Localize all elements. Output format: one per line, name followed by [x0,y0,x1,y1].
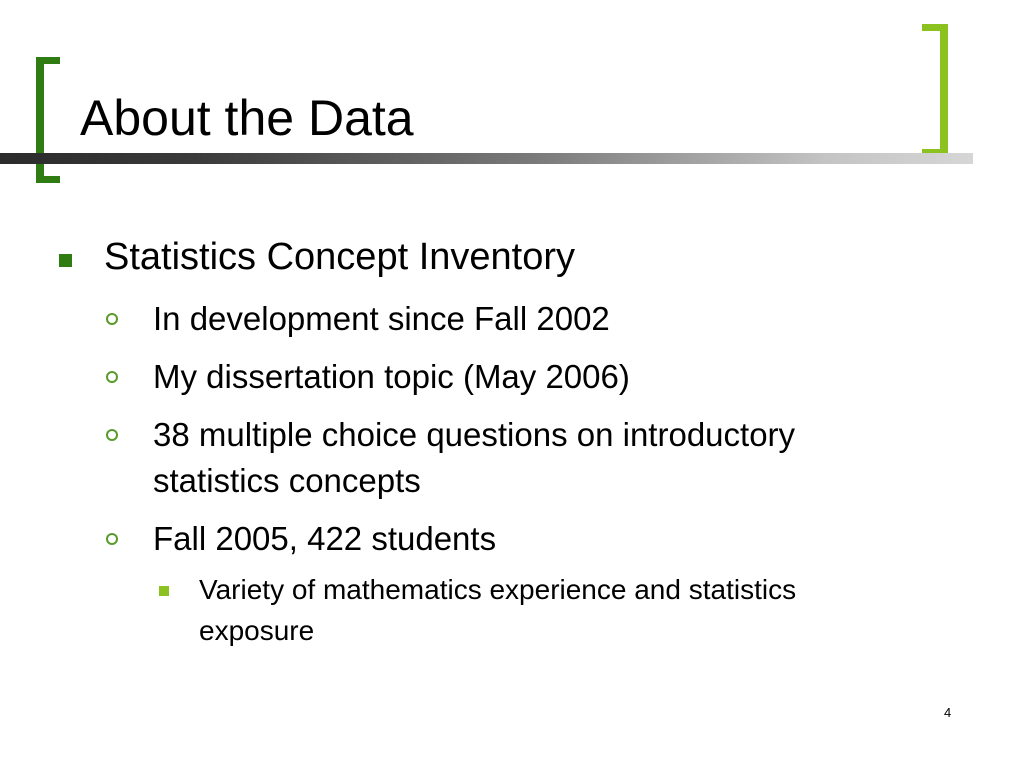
bullet-circle-icon [106,371,118,383]
page-number: 4 [944,705,952,720]
bullet-level2-text-line2: statistics concepts [153,462,421,499]
bullet-level2-text-line1: 38 multiple choice questions on introductory [153,416,796,453]
bullet-level3-text-line1: Variety of mathematics experience and statistics [199,574,797,605]
bullet-level1-text: Statistics Concept Inventory [104,236,575,278]
bullet-level2-text: Fall 2005, 422 students [153,520,497,557]
bullet-circle-icon [106,429,118,441]
bullet-circle-icon [106,313,118,325]
bullet-level2-text: In development since Fall 2002 [153,300,610,337]
bullet-small-square-icon [159,586,169,596]
bullet-circle-icon [106,533,118,545]
bullet-square-icon [59,254,72,267]
bullet-level3-text-line2: exposure [199,615,315,646]
slide-title: About the Data [80,90,414,146]
bullet-level2-text: My dissertation topic (May 2006) [153,358,630,395]
